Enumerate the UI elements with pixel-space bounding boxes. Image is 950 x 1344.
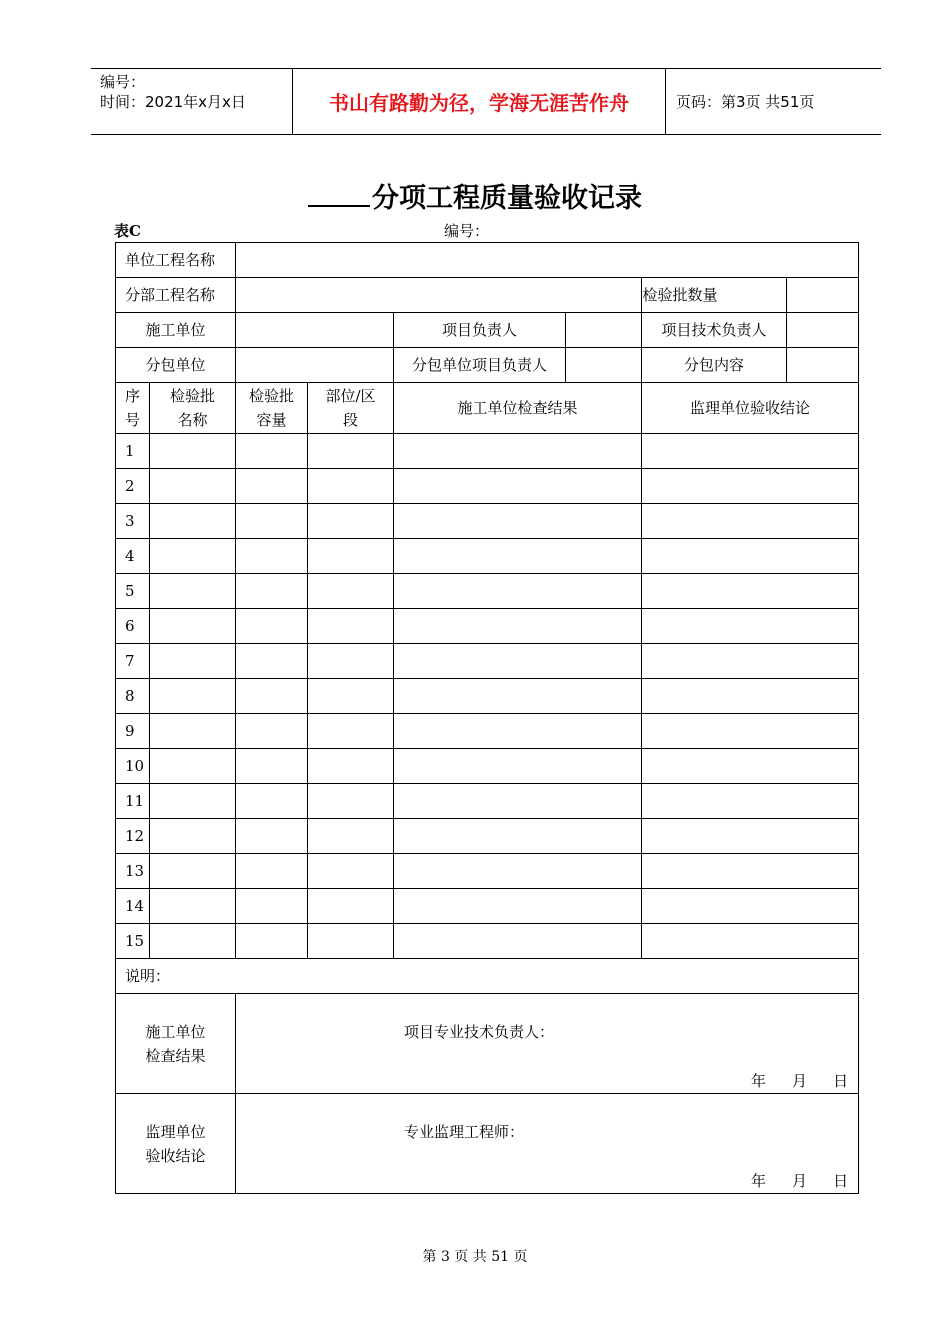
title-text: 分项工程质量验收记录 (372, 183, 642, 214)
cell-contractor-result[interactable] (394, 714, 642, 749)
header-code: 编号： (100, 73, 146, 91)
label-unit-project: 单位工程名称 (116, 243, 236, 278)
cell-contractor-result[interactable] (394, 434, 642, 469)
row-seq: 4 (116, 539, 150, 574)
supervisor-sign-date: 年 月 日 (751, 1172, 849, 1190)
cell-batch-capacity[interactable] (236, 504, 308, 539)
row-seq: 5 (116, 574, 150, 609)
field-contractor[interactable] (236, 313, 394, 348)
cell-section[interactable] (308, 644, 394, 679)
label-sub-content: 分包内容 (642, 348, 787, 383)
cell-batch-capacity[interactable] (236, 714, 308, 749)
header-time: 时间：2021年x月x日 (100, 93, 246, 111)
table-row (116, 574, 859, 609)
row-seq: 1 (116, 434, 150, 469)
cell-batch-capacity[interactable] (236, 854, 308, 889)
field-sub-content[interactable] (787, 348, 859, 383)
table-row (116, 889, 859, 924)
cell-batch-capacity[interactable] (236, 469, 308, 504)
cell-contractor-result[interactable] (394, 924, 642, 959)
table-label: 表C (114, 222, 141, 240)
label-contractor: 施工单位 (116, 313, 236, 348)
cell-contractor-result[interactable] (394, 889, 642, 924)
row-seq: 3 (116, 504, 150, 539)
cell-batch-name[interactable] (150, 819, 236, 854)
cell-supervisor-conclusion[interactable] (642, 889, 859, 924)
table-row (116, 784, 859, 819)
table-row (116, 854, 859, 889)
cell-batch-capacity[interactable] (236, 574, 308, 609)
label-project-manager: 项目负责人 (394, 313, 566, 348)
cell-supervisor-conclusion[interactable] (642, 504, 859, 539)
document-title (0, 176, 950, 215)
col-header-seq: 序 号 (116, 383, 150, 434)
cell-supervisor-conclusion[interactable] (642, 819, 859, 854)
cell-batch-name[interactable] (150, 854, 236, 889)
cell-section[interactable] (308, 504, 394, 539)
table-row (116, 504, 859, 539)
col-header-section: 部位/区 段 (308, 383, 394, 434)
cell-batch-capacity[interactable] (236, 609, 308, 644)
cell-section[interactable] (308, 609, 394, 644)
row-seq: 15 (116, 924, 150, 959)
supervisor-sign-label: 监理单位 验收结论 (116, 1094, 236, 1194)
cell-batch-name[interactable] (150, 924, 236, 959)
cell-supervisor-conclusion[interactable] (642, 679, 859, 714)
table-row (116, 924, 859, 959)
cell-supervisor-conclusion[interactable] (642, 784, 859, 819)
cell-contractor-result[interactable] (394, 504, 642, 539)
cell-section[interactable] (308, 924, 394, 959)
cell-section[interactable] (308, 819, 394, 854)
row-seq: 2 (116, 469, 150, 504)
cell-batch-capacity[interactable] (236, 889, 308, 924)
field-batch-count[interactable] (787, 278, 859, 313)
header-slogan: 书山有路勤为径，学海无涯苦作舟 (293, 69, 666, 134)
cell-section[interactable] (308, 784, 394, 819)
cell-batch-capacity[interactable] (236, 924, 308, 959)
cell-batch-capacity[interactable] (236, 679, 308, 714)
supervisor-signer: 专业监理工程师： (404, 1123, 525, 1141)
contractor-signer: 项目专业技术负责人： (404, 1023, 555, 1041)
cell-batch-capacity[interactable] (236, 819, 308, 854)
header-meta (91, 69, 293, 134)
cell-supervisor-conclusion[interactable] (642, 574, 859, 609)
cell-contractor-result[interactable] (394, 784, 642, 819)
cell-section[interactable] (308, 434, 394, 469)
supervisor-sign-area[interactable] (236, 1094, 859, 1194)
cell-batch-name[interactable] (150, 749, 236, 784)
title-blank-line[interactable] (308, 183, 370, 207)
cell-batch-name[interactable] (150, 434, 236, 469)
cell-batch-capacity[interactable] (236, 784, 308, 819)
cell-supervisor-conclusion[interactable] (642, 609, 859, 644)
row-seq: 12 (116, 819, 150, 854)
field-subcontractor[interactable] (236, 348, 394, 383)
label-technical-manager: 项目技术负责人 (642, 313, 787, 348)
cell-batch-capacity[interactable] (236, 539, 308, 574)
cell-batch-capacity[interactable] (236, 749, 308, 784)
cell-section[interactable] (308, 469, 394, 504)
cell-batch-capacity[interactable] (236, 644, 308, 679)
row-seq: 8 (116, 679, 150, 714)
cell-batch-name[interactable] (150, 784, 236, 819)
field-technical-manager[interactable] (787, 313, 859, 348)
cell-contractor-result[interactable] (394, 749, 642, 784)
cell-contractor-result[interactable] (394, 609, 642, 644)
cell-section[interactable] (308, 714, 394, 749)
contractor-sign-area[interactable] (236, 994, 859, 1094)
cell-batch-name[interactable] (150, 679, 236, 714)
row-seq: 13 (116, 854, 150, 889)
cell-section[interactable] (308, 749, 394, 784)
contractor-sign-label: 施工单位 检查结果 (116, 994, 236, 1094)
table-row (116, 469, 859, 504)
number-label: 编号： (444, 222, 490, 240)
page-footer: 第 3 页 共 51 页 (422, 1249, 528, 1265)
cell-contractor-result[interactable] (394, 574, 642, 609)
page-header (91, 68, 881, 135)
row-seq: 14 (116, 889, 150, 924)
col-header-supervisor-conclusion: 监理单位验收结论 (642, 383, 859, 434)
label-division-project: 分部工程名称 (116, 278, 236, 313)
row-seq: 7 (116, 644, 150, 679)
cell-contractor-result[interactable] (394, 469, 642, 504)
cell-section[interactable] (308, 679, 394, 714)
col-header-batch-capacity: 检验批 容量 (236, 383, 308, 434)
acceptance-form (115, 242, 859, 1194)
cell-supervisor-conclusion[interactable] (642, 924, 859, 959)
row-seq: 9 (116, 714, 150, 749)
row-seq: 11 (116, 784, 150, 819)
field-division-project[interactable] (236, 278, 642, 313)
row-seq: 6 (116, 609, 150, 644)
cell-section[interactable] (308, 539, 394, 574)
cell-supervisor-conclusion[interactable] (642, 714, 859, 749)
cell-batch-name[interactable] (150, 644, 236, 679)
cell-batch-name[interactable] (150, 504, 236, 539)
table-row (116, 819, 859, 854)
col-header-batch-name: 检验批 名称 (150, 383, 236, 434)
cell-contractor-result[interactable] (394, 539, 642, 574)
cell-section[interactable] (308, 574, 394, 609)
cell-contractor-result[interactable] (394, 819, 642, 854)
table-row (116, 609, 859, 644)
field-unit-project[interactable] (236, 243, 859, 278)
cell-batch-name[interactable] (150, 609, 236, 644)
cell-supervisor-conclusion[interactable] (642, 644, 859, 679)
cell-batch-name[interactable] (150, 889, 236, 924)
header-page-info: 页码：第3页 共51页 (676, 93, 815, 111)
cell-contractor-result[interactable] (394, 854, 642, 889)
label-sub-project-manager: 分包单位项目负责人 (394, 348, 566, 383)
cell-section[interactable] (308, 854, 394, 889)
cell-contractor-result[interactable] (394, 679, 642, 714)
table-row (116, 714, 859, 749)
cell-section[interactable] (308, 889, 394, 924)
cell-batch-name[interactable] (150, 574, 236, 609)
label-subcontractor: 分包单位 (116, 348, 236, 383)
table-row (116, 434, 859, 469)
remark-label: 说明： (116, 959, 859, 994)
cell-supervisor-conclusion[interactable] (642, 434, 859, 469)
table-row (116, 749, 859, 784)
cell-supervisor-conclusion[interactable] (642, 749, 859, 784)
field-project-manager[interactable] (566, 313, 642, 348)
cell-batch-name[interactable] (150, 469, 236, 504)
cell-batch-capacity[interactable] (236, 434, 308, 469)
table-row (116, 679, 859, 714)
cell-supervisor-conclusion[interactable] (642, 539, 859, 574)
label-batch-count: 检验批数量 (642, 278, 787, 313)
table-row (116, 539, 859, 574)
cell-supervisor-conclusion[interactable] (642, 854, 859, 889)
row-seq: 10 (116, 749, 150, 784)
cell-supervisor-conclusion[interactable] (642, 469, 859, 504)
contractor-sign-date: 年 月 日 (751, 1072, 849, 1090)
col-header-contractor-result: 施工单位检查结果 (394, 383, 642, 434)
table-row (116, 644, 859, 679)
cell-batch-name[interactable] (150, 539, 236, 574)
cell-contractor-result[interactable] (394, 644, 642, 679)
field-sub-project-manager[interactable] (566, 348, 642, 383)
cell-batch-name[interactable] (150, 714, 236, 749)
